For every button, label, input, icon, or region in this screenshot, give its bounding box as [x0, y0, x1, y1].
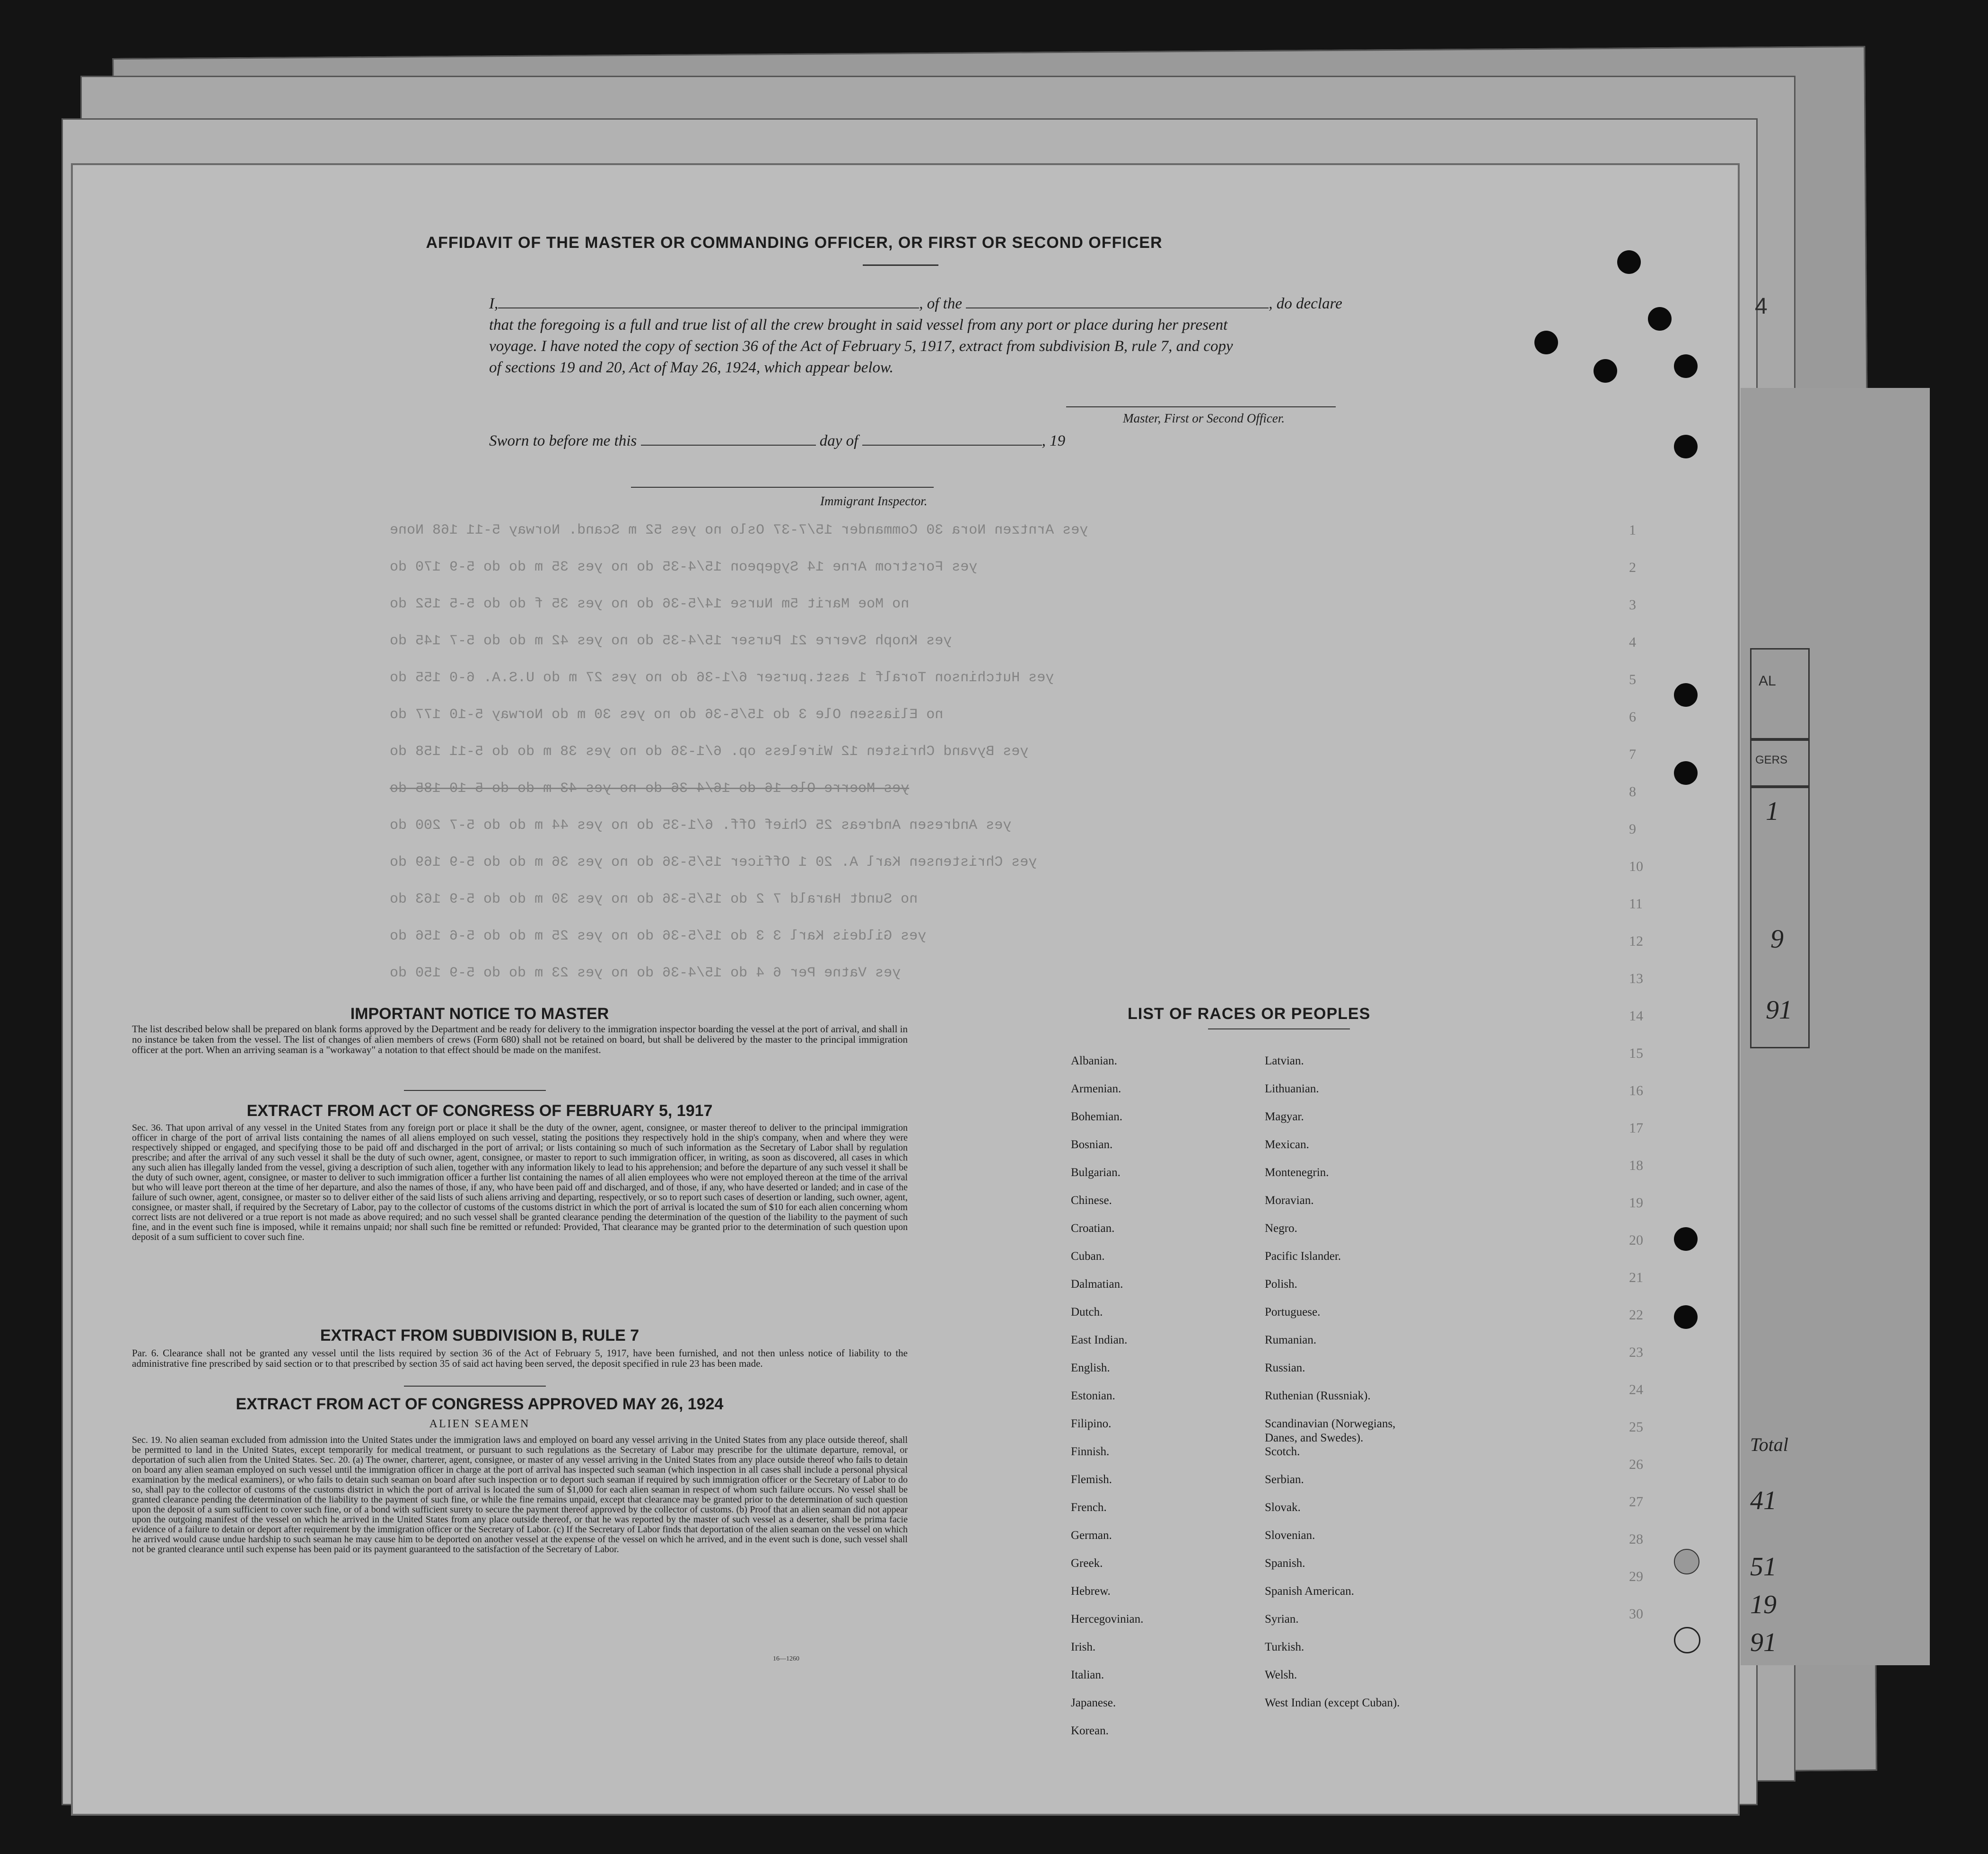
hand-number: 51 [1750, 1552, 1777, 1582]
race-item: Magyar. [1265, 1110, 1304, 1123]
affidavit-line-3: voyage. I have noted the copy of section 36 of the Act of February 5, 1917, extract from subdivision B, rule 7, and copy [489, 338, 1233, 355]
races-rule [1208, 1028, 1350, 1029]
race-item: Filipino. [1071, 1417, 1112, 1430]
row-number: 12 [1629, 933, 1643, 949]
race-item: Estonian. [1071, 1389, 1115, 1402]
race-item: Hebrew. [1071, 1585, 1111, 1598]
extract-1917-title: EXTRACT FROM ACT OF CONGRESS OF FEBRUARY 5, 1917 [246, 1102, 713, 1120]
punch-hole [1648, 307, 1672, 331]
extract-1924-text: Sec. 19. No alien seaman excluded from admission into the United States under the immigration laws and employed on board any vessel arriving in the United States from any place outside thereof, shall be permitted to land in the United States, except temporarily for medical treatment, or pursuant to such regulations as the Secretary of Labor may prescribe for the ultimate departure, removal, or deportation of such alien from the United States. Sec. 20. (a) The owner, charterer, agent, consignee, or master of any vessel arriving in the United States from any place outside thereof who fails to detain on board any alien seaman employed on such vessel until the immigration officer in charge at the port of arrival has inspected such seaman (which inspection in all cases shall include a personal physical examination by the medical examiners), or who fails to detain such seaman on board after such inspection or to deport such seaman if required by such immigration officer or the Secretary of Labor to do so, shall pay to the collector of customs of the customs district in which the port of arrival is located the sum of $1,000 for each alien seaman in respect of whom such failure occurs. No vessel shall be granted clearance pending the determination of the liability to the payment of such fine, or while the fine remains unpaid, except that clearance may be granted prior to the determination of such question upon the deposit of a sum sufficient to cover such fine, or of a bond with sufficient surety to secure the payment thereof approved by the collector of customs. (b) Proof that an alien seaman did not appear upon the outgoing manifest of the vessel on which he arrived in the United States from any place outside thereof, or that he was reported by the master of such vessel as a deserter, shall be prima facie evidence of a failure to detain or deport after requirement by the immigration officer or the Secretary of Labor. (c) If the Secretary of Labor finds that deportation of the alien seaman on the vessel on which he arrived would cause undue hardship to such seaman he may cause him to be deported on another vessel at the expense of the vessel on which he arrived, and in the event such is done, such vessel shall not be granted clearance until such expense has been paid or its payment guaranteed to the satisfaction of the Secretary of Labor. [132, 1435, 908, 1555]
affidavit-line-1: I, , of the , do declare [489, 295, 1342, 312]
sworn-month-blank[interactable] [862, 432, 1042, 446]
stamp-box-text: AL [1759, 673, 1776, 689]
row-number: 21 [1629, 1270, 1643, 1285]
punch-hole [1674, 435, 1698, 458]
race-item: Albanian. [1071, 1054, 1117, 1067]
page-mark: 4 [1755, 294, 1768, 319]
row-number: 17 [1629, 1120, 1643, 1136]
sworn-line: Sworn to before me this day of , 19 [489, 432, 1066, 449]
race-item: Finnish. [1071, 1445, 1110, 1458]
punch-hole [1674, 1627, 1700, 1653]
faded-crew-row: no Eliassen Ole 3 do 15/5-36 do no yes 30 m do Norway 5-10 177 do [390, 707, 944, 723]
extract-1917-text: Sec. 36. That upon arrival of any vessel in the United States from any foreign port or place it shall be the duty of the owner, agent, consignee, or master thereof to deliver to the principal immigration officer in charge of the port of arrival lists containing the names of all aliens employed on such vessel, stating the positions they respectively hold in the ship's company, when and where they were respectively shipped or engaged, and specifying those to be paid off and discharged in the port of arrival; or lists containing so much of such information as the Secretary of Labor shall by regulation prescribe; and after the arrival of any such vessel it shall be the duty of such owner, agent, consignee, or master to report to such immigration officer, in writing, as soon as discovered, all cases in which any such alien has illegally landed from the vessel, giving a description of such alien, together with any information likely to lead to his apprehension; and before the departure of any such vessel it shall be the duty of such owner, agent, consignee, or master to deliver to such immigration officer a further list containing the names of all alien employees who were not employed thereon at the time of the arrival but who will leave port thereon at the time of her departure, and also the names of those, if any, who have been paid off and discharged, and of those, if any, who have deserted or landed; and in case of the failure of such owner, agent, consignee, or master so to deliver either of the said lists of such aliens arriving and departing, respectively, or so to report such cases of desertion or landing, such owner, agent, consignee, or master shall, if required by the Secretary of Labor, pay to the collector of customs of the customs district in which the port of arrival is located the sum of $10 for each alien concerning whom correct lists are not delivered or a true report is not made as above required; and no such vessel shall be granted clearance pending the determination of the question of the liability to the payment of such fine, and in the event such fine is imposed, while it remains unpaid; nor shall such fine be remitted or refunded: Provided, That clearance may be granted prior to the determination of such question upon deposit of a sum sufficient to cover such fine. [132, 1123, 908, 1242]
race-item: Moravian. [1265, 1194, 1314, 1207]
race-item: West Indian (except Cuban). [1265, 1696, 1400, 1709]
row-number: 11 [1629, 896, 1643, 912]
race-item: Korean. [1071, 1724, 1109, 1737]
row-number: 15 [1629, 1046, 1643, 1061]
race-item: Hercegovinian. [1071, 1613, 1144, 1626]
row-number: 28 [1629, 1531, 1643, 1547]
notice-title: IMPORTANT NOTICE TO MASTER [350, 1005, 609, 1023]
inspector-label: Immigrant Inspector. [820, 494, 928, 508]
faded-crew-row: yes Hutchinson Toralf 1 asst.purser 6/1-36 do no yes 27 m do U.S.A. 6-0 155 do [390, 670, 1054, 686]
faded-crew-row: no Moe Marit 5m Nurse 14/5-36 do no yes 35 f do do 5-5 152 do [390, 596, 910, 612]
punch-hole [1617, 250, 1641, 274]
race-item: East Indian. [1071, 1334, 1128, 1346]
hand-number: 91 [1750, 1628, 1777, 1657]
faded-crew-row: yes Moerre Ole 16 do 16/4-36 do no yes 43 m do do 5-10 185 do [390, 781, 910, 797]
manifest-page [71, 163, 1740, 1816]
races-title: LIST OF RACES OR PEOPLES [1128, 1005, 1371, 1023]
form-number: 16—1260 [773, 1655, 799, 1662]
hand-number: 1 [1766, 797, 1779, 826]
race-item: Flemish. [1071, 1473, 1112, 1486]
row-number: 25 [1629, 1419, 1643, 1435]
race-item: Mexican. [1265, 1138, 1309, 1151]
faded-crew-row: yes Arntzen Nora 30 Commander 15/7-37 Oslo no yes 52 m Scand. Norway 5-11 168 None [390, 522, 1088, 538]
affidavit-title: AFFIDAVIT OF THE MASTER OR COMMANDING OFFICER, OR FIRST OR SECOND OFFICER [426, 234, 1163, 252]
row-number: 22 [1629, 1307, 1643, 1323]
row-number: 10 [1629, 859, 1643, 874]
extract-rule7-text: Par. 6. Clearance shall not be granted any vessel until the lists required by section 36 of the Act of February 5, 1917, have been furnished, and not then unless notice of liability to the administrative fine prescribed by said section or to that prescribed by section 35 of said act having been served, the deposit specified in rule 23 has been made. [132, 1347, 908, 1369]
race-item: Spanish American. [1265, 1585, 1354, 1598]
punch-hole [1674, 1305, 1698, 1329]
master-signature-line[interactable] [1066, 406, 1336, 407]
race-item: Danes, and Swedes). [1265, 1432, 1364, 1444]
row-number: 13 [1629, 971, 1643, 986]
race-item: Dalmatian. [1071, 1278, 1123, 1291]
race-item: Syrian. [1265, 1613, 1299, 1626]
notice-text: The list described below shall be prepared on blank forms approved by the Department and be ready for delivery to the immigration inspector boarding the vessel at the port of arrival, and shall in no instance be taken from the vessel. The list of changes of alien members of crews (Form 680) shall not be retained on board, but shall be delivered by the master to the principal immigration officer at the port. When an arriving seaman is a "workaway" a notation to that effect should be made on the manifest. [132, 1023, 908, 1055]
faded-crew-row: yes Byvand Christen 12 Wireless op. 6/1-36 do no yes 38 m do do 5-11 158 do [390, 744, 1029, 760]
race-item: Scandinavian (Norwegians, [1265, 1417, 1396, 1430]
race-item: Portuguese. [1265, 1306, 1321, 1318]
race-item: Rumanian. [1265, 1334, 1317, 1346]
extract-1924-subtitle: ALIEN SEAMEN [429, 1418, 530, 1430]
punch-hole [1534, 331, 1558, 354]
faded-crew-row: no Sundt Harald 7 2 do 15/5-36 do no yes 30 m do do 5-9 163 do [390, 891, 918, 907]
section-rule [404, 1090, 546, 1091]
faded-crew-row: yes Forstrom Arne 14 Sygepeon 15/4-35 do no yes 35 m do do 5-9 170 do [390, 559, 978, 575]
row-number: 19 [1629, 1195, 1643, 1211]
underlying-sheet-edge [1741, 294, 1930, 1665]
hand-number: 41 [1750, 1486, 1777, 1515]
race-item: English. [1071, 1362, 1110, 1374]
stamp-box [1750, 648, 1810, 741]
race-item: Negro. [1265, 1222, 1297, 1235]
row-number: 9 [1629, 821, 1636, 837]
row-number: 26 [1629, 1457, 1643, 1472]
row-number: 7 [1629, 747, 1636, 762]
race-item: Pacific Islander. [1265, 1250, 1341, 1263]
row-number: 5 [1629, 672, 1636, 687]
race-item: Dutch. [1071, 1306, 1103, 1318]
race-item: Polish. [1265, 1278, 1297, 1291]
faded-crew-row: yes Knoph Sverre 21 Purser 15/4-35 do no yes 42 m do do 5-7 145 do [390, 633, 952, 649]
race-item: Spanish. [1265, 1557, 1305, 1570]
row-number: 3 [1629, 597, 1636, 613]
race-item: Scotch. [1265, 1445, 1300, 1458]
hand-number: 19 [1750, 1590, 1777, 1619]
race-item: French. [1071, 1501, 1107, 1514]
row-number: 4 [1629, 634, 1636, 650]
race-item: German. [1071, 1529, 1112, 1542]
faded-crew-row: yes Christensen Karl A. 20 1 Officer 15/5-36 do no yes 36 m do do 5-9 169 do [390, 854, 1037, 870]
inspector-signature-line[interactable] [631, 487, 934, 488]
race-item: Latvian. [1265, 1054, 1304, 1067]
race-item: Slovenian. [1265, 1529, 1315, 1542]
sworn-day-blank[interactable] [641, 432, 816, 446]
faded-crew-row: yes Andresen Andreas 25 Chief Off. 6/1-35 do no yes 44 m do do 5-7 200 do [390, 817, 1012, 834]
race-item: Japanese. [1071, 1696, 1116, 1709]
punch-hole [1674, 1549, 1699, 1574]
race-item: Welsh. [1265, 1669, 1297, 1681]
race-item: Montenegrin. [1265, 1166, 1329, 1179]
total-label: Total [1750, 1434, 1788, 1455]
extract-rule7-title: EXTRACT FROM SUBDIVISION B, RULE 7 [320, 1327, 639, 1344]
punch-hole [1674, 1227, 1698, 1251]
punch-hole [1594, 359, 1617, 383]
count-box [1750, 785, 1810, 1048]
row-number: 30 [1629, 1606, 1643, 1622]
race-item: Bulgarian. [1071, 1166, 1121, 1179]
race-item: Bohemian. [1071, 1110, 1123, 1123]
hand-number: 91 [1766, 995, 1792, 1025]
race-item: Slovak. [1265, 1501, 1301, 1514]
race-item: Bosnian. [1071, 1138, 1113, 1151]
row-number: 27 [1629, 1494, 1643, 1510]
faded-crew-row: yes Vatne Per 6 4 do 15/4-36 do no yes 23 m do do 5-9 150 do [390, 965, 901, 981]
title-rule [863, 264, 938, 266]
row-number: 6 [1629, 709, 1636, 725]
gers-box [1750, 738, 1810, 788]
row-number: 24 [1629, 1382, 1643, 1397]
row-number: 1 [1629, 522, 1636, 538]
row-number: 16 [1629, 1083, 1643, 1098]
race-item: Russian. [1265, 1362, 1305, 1374]
row-number: 14 [1629, 1008, 1643, 1024]
row-number: 29 [1629, 1569, 1643, 1584]
race-item: Italian. [1071, 1669, 1104, 1681]
punch-hole [1674, 683, 1698, 707]
section-rule [404, 1386, 546, 1387]
race-item: Cuban. [1071, 1250, 1105, 1263]
master-label: Master, First or Second Officer. [1123, 411, 1285, 425]
race-item: Chinese. [1071, 1194, 1112, 1207]
race-item: Ruthenian (Russniak). [1265, 1389, 1371, 1402]
vessel-blank[interactable] [966, 295, 1269, 308]
row-number: 18 [1629, 1158, 1643, 1173]
hand-number: 9 [1770, 924, 1784, 954]
faded-crew-row: yes Gildeis Karl 3 3 do 15/5-36 do no yes 25 m do do 5-6 156 do [390, 928, 927, 944]
row-number: 23 [1629, 1344, 1643, 1360]
affidavit-line-2: that the foregoing is a full and true list of all the crew brought in said vessel from any port or place during her present [489, 316, 1228, 334]
race-item: Irish. [1071, 1641, 1096, 1653]
punch-hole [1674, 354, 1698, 378]
race-item: Serbian. [1265, 1473, 1304, 1486]
race-item: Croatian. [1071, 1222, 1115, 1235]
race-item: Turkish. [1265, 1641, 1305, 1653]
extract-1924-title: EXTRACT FROM ACT OF CONGRESS APPROVED MAY 26, 1924 [236, 1395, 724, 1413]
race-item: Greek. [1071, 1557, 1103, 1570]
punch-hole [1674, 761, 1698, 785]
row-number: 2 [1629, 560, 1636, 575]
row-number: 8 [1629, 784, 1636, 800]
name-blank[interactable] [498, 295, 919, 308]
gers-label: GERS [1755, 754, 1788, 766]
affidavit-line-4: of sections 19 and 20, Act of May 26, 1924, which appear below. [489, 359, 893, 376]
race-item: Lithuanian. [1265, 1082, 1319, 1095]
row-number: 20 [1629, 1232, 1643, 1248]
race-item: Armenian. [1071, 1082, 1121, 1095]
